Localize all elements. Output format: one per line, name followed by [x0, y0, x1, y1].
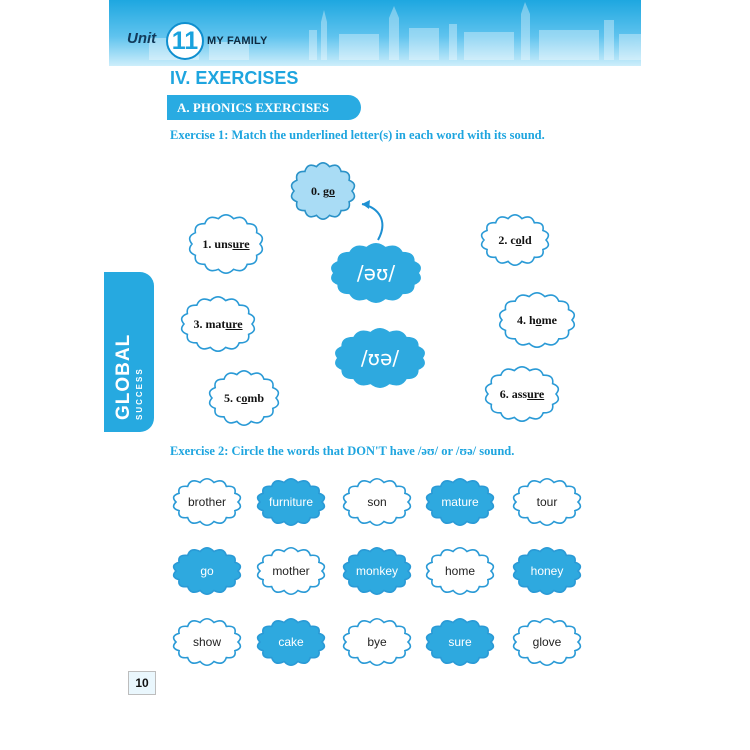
- cloud-label: glove: [532, 635, 562, 649]
- page-number: 10: [128, 671, 156, 695]
- cloud-label: honey: [530, 564, 564, 578]
- underlined-letters: o: [515, 232, 522, 247]
- word-choice-cloud[interactable]: [172, 547, 242, 595]
- cloud-label: bye: [367, 635, 387, 649]
- cloud-label: mature: [441, 495, 479, 509]
- word-text: 4. h: [516, 312, 536, 327]
- cloud-label: go: [200, 564, 214, 578]
- arrow-icon: [340, 190, 400, 250]
- cloud-label: /ʊə/: [360, 346, 400, 370]
- cloud-label: furniture: [268, 495, 314, 509]
- word-choice-cloud[interactable]: [342, 547, 412, 595]
- underlined-letters: ure: [527, 386, 545, 401]
- word-choice-cloud[interactable]: [342, 618, 412, 666]
- word-choice-cloud[interactable]: [425, 618, 495, 666]
- word-cloud[interactable]: [188, 214, 264, 274]
- word-text: me: [541, 312, 557, 327]
- word-text: 2. c: [498, 232, 516, 247]
- word-text: 5. c: [224, 390, 242, 405]
- cloud-label: [484, 366, 560, 422]
- word-choice-cloud[interactable]: [172, 618, 242, 666]
- word-text: mb: [247, 390, 264, 405]
- side-tab-text: [105, 240, 155, 430]
- cloud-label: monkey: [355, 564, 399, 578]
- word-choice-cloud[interactable]: [425, 547, 495, 595]
- exercise1-instruction: Exercise 1: Match the underlined letter(s) in each word with its sound.: [170, 128, 545, 142]
- cloud-label: [208, 370, 280, 426]
- cloud-label: brother: [187, 495, 227, 509]
- cloud-label: tour: [536, 495, 558, 509]
- word-choice-cloud[interactable]: [425, 478, 495, 526]
- cloud-label: /əʊ/: [356, 261, 396, 285]
- cloud-label: cake: [278, 635, 304, 649]
- word-cloud[interactable]: [208, 370, 280, 426]
- word-text: 3. mat: [193, 316, 226, 331]
- unit-title: MY FAMILY: [207, 35, 268, 47]
- word-choice-cloud[interactable]: [512, 618, 582, 666]
- underlined-letters: ure: [225, 316, 243, 331]
- cloud-label: home: [444, 564, 476, 578]
- word-text: 6. ass: [499, 386, 528, 401]
- cloud-label: mother: [272, 564, 310, 578]
- word-cloud[interactable]: [480, 214, 550, 266]
- brand-tagline: SUCCESS: [135, 367, 144, 420]
- word-choice-cloud[interactable]: [342, 478, 412, 526]
- word-choice-cloud[interactable]: [256, 478, 326, 526]
- cloud-label: [188, 214, 264, 274]
- underlined-letters: ure: [232, 236, 250, 251]
- cloud-label: sure: [448, 635, 472, 649]
- cloud-label: [480, 214, 550, 266]
- subsection-pill: A. PHONICS EXERCISES: [167, 95, 361, 120]
- cloud-label: [498, 292, 576, 348]
- word-choice-cloud[interactable]: [172, 478, 242, 526]
- word-cloud[interactable]: [484, 366, 560, 422]
- cloud-label: show: [192, 635, 221, 649]
- cloud-label: [180, 296, 256, 352]
- underlined-letters: o: [535, 312, 542, 327]
- word-choice-cloud[interactable]: [512, 478, 582, 526]
- word-choice-cloud[interactable]: [512, 547, 582, 595]
- unit-label: Unit: [127, 30, 157, 47]
- word-text: ld: [521, 232, 532, 247]
- unit-number-badge: 11: [166, 22, 204, 60]
- word-cloud[interactable]: [498, 292, 576, 348]
- section-title: IV. EXERCISES: [170, 68, 299, 88]
- underlined-letters: o: [241, 390, 248, 405]
- underlined-letters: o: [329, 183, 335, 198]
- sound-cloud: [334, 328, 426, 388]
- sound-cloud: [330, 243, 422, 303]
- brand-logo-text: GLOBAL: [113, 333, 134, 420]
- exercise2-instruction: Exercise 2: Circle the words that DON'T have /əʊ/ or /ʊə/ sound.: [170, 444, 515, 458]
- word-cloud[interactable]: [180, 296, 256, 352]
- word-choice-cloud[interactable]: [256, 547, 326, 595]
- word-text: 1. uns: [202, 236, 233, 251]
- cloud-label: son: [367, 495, 387, 509]
- word-choice-cloud[interactable]: [256, 618, 326, 666]
- word-text: 0. g: [311, 183, 329, 198]
